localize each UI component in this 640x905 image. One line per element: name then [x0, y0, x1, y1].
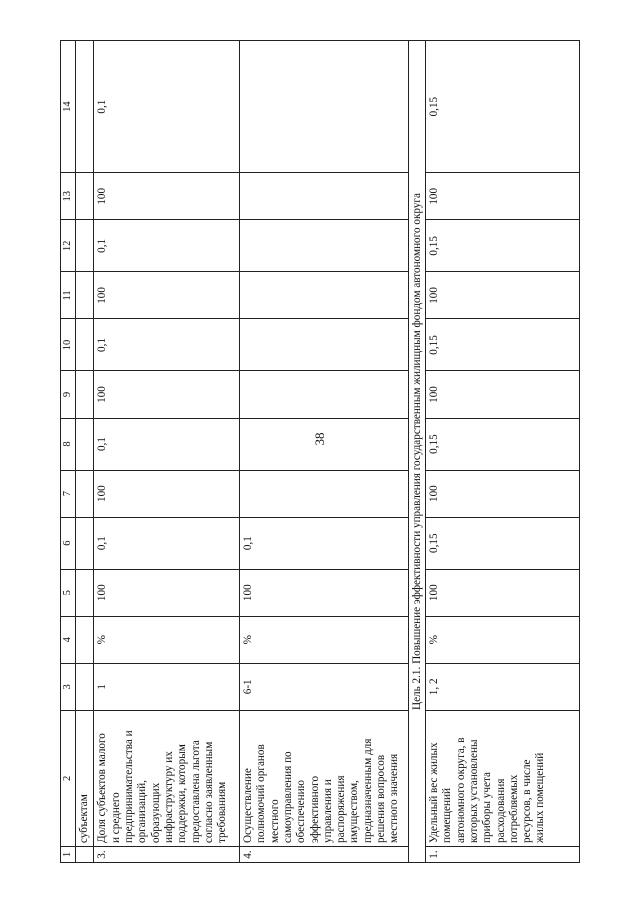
rotated-table-container	[60, 40, 580, 863]
header-cell: 9	[61, 371, 76, 418]
value-cell: 0,1	[240, 517, 409, 569]
row-number: 1.	[426, 846, 580, 862]
value-cell: 0,1	[94, 418, 240, 470]
value-cell: 0,15	[426, 220, 580, 272]
indicator-code: 1, 2	[426, 663, 580, 710]
value-cell	[240, 173, 409, 220]
header-cell: 5	[61, 569, 76, 616]
indicator-name: Доля субъектов малого и среднего предпринимательства и организаций, образующих инфраструктуру их поддержки, которым предоставлена льгота согласно заявленным требованиям	[94, 710, 240, 846]
indicator-unit: %	[240, 616, 409, 663]
value-cell: 0,1	[94, 517, 240, 569]
header-row	[61, 41, 76, 863]
header-cell: 8	[61, 418, 76, 470]
value-cell: 100	[94, 173, 240, 220]
value-cell	[240, 220, 409, 272]
indicator-table	[60, 40, 580, 863]
indicator-code: 6-1	[240, 663, 409, 710]
value-cell	[240, 41, 409, 173]
header-cell: 3	[61, 663, 76, 710]
indicator-code: 1	[94, 663, 240, 710]
value-cell: 100	[240, 569, 409, 616]
page-number: 38	[312, 432, 327, 446]
indicator-unit: %	[94, 616, 240, 663]
indicator-unit: %	[426, 616, 580, 663]
header-cell: 6	[61, 517, 76, 569]
value-cell	[240, 470, 409, 517]
header-cell: 14	[61, 41, 76, 173]
row-number: 4.	[240, 846, 409, 862]
value-cell: 100	[426, 272, 580, 319]
continuation-row	[75, 41, 94, 863]
header-cell: 1	[61, 846, 76, 862]
indicator-name: Удельный вес жилых помещений автономного округа, в которых установлены приборы учета расходования потребляемых ресурсов, в числе жилых помещений	[426, 710, 580, 846]
header-cell: 13	[61, 173, 76, 220]
value-cell: 100	[426, 371, 580, 418]
header-cell: 11	[61, 272, 76, 319]
value-cell: 100	[94, 272, 240, 319]
value-cell: 0,1	[94, 220, 240, 272]
table-row	[240, 41, 409, 863]
value-cell	[240, 272, 409, 319]
continuation-text: субъектам	[75, 710, 94, 846]
row-number: 3.	[94, 846, 240, 862]
value-cell: 100	[94, 371, 240, 418]
value-cell: 100	[426, 470, 580, 517]
header-cell: 12	[61, 220, 76, 272]
value-cell: 0,1	[94, 319, 240, 371]
indicator-name: Осуществление полномочий органов местного самоуправления по обеспечению эффективного управления и распоряжения имуществом, предназначенным для решения вопросов местного значения	[240, 710, 409, 846]
value-cell: 0,1	[94, 41, 240, 173]
table-row	[426, 41, 580, 863]
goal-row	[409, 41, 426, 863]
value-cell	[240, 319, 409, 371]
header-cell: 7	[61, 470, 76, 517]
value-cell: 100	[94, 470, 240, 517]
cell-empty	[75, 846, 94, 862]
value-cell: 100	[94, 569, 240, 616]
value-cell: 0,15	[426, 418, 580, 470]
value-cell	[240, 371, 409, 418]
value-cell: 100	[426, 173, 580, 220]
value-cell: 0,15	[426, 319, 580, 371]
table-row	[94, 41, 240, 863]
value-cell: 100	[426, 569, 580, 616]
goal-heading: Цель 2.1. Повышение эффективности управления государственным жилищным фондом автономного округа	[409, 41, 426, 863]
value-cell: 0,15	[426, 517, 580, 569]
header-cell: 2	[61, 710, 76, 846]
header-cell: 10	[61, 319, 76, 371]
value-cell	[240, 418, 409, 470]
value-cell: 0,15	[426, 41, 580, 173]
header-cell: 4	[61, 616, 76, 663]
